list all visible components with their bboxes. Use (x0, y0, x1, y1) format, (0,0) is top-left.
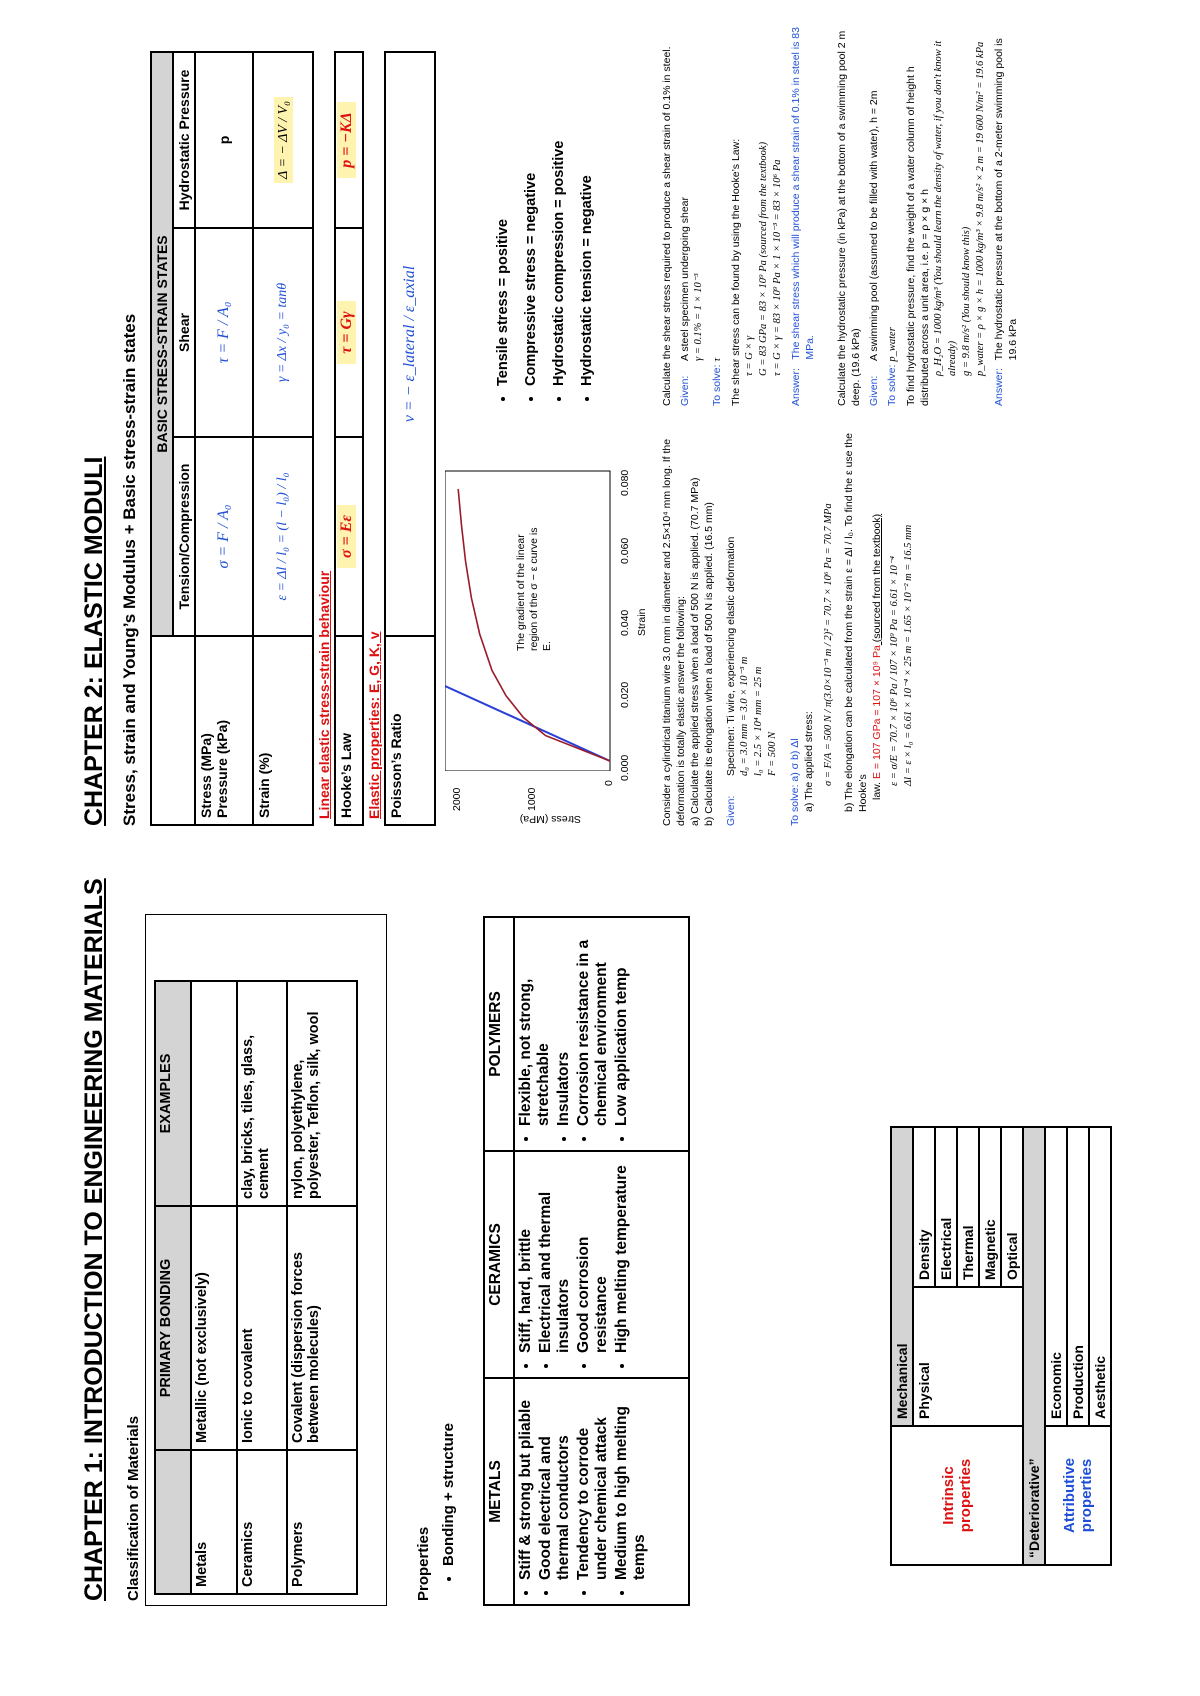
physical-item: Optical (1001, 1127, 1023, 1287)
class-header-bonding: PRIMARY BONDING (155, 1206, 191, 1450)
prop-header-polymers: POLYMERS (484, 917, 514, 1151)
ex2-question: Calculate the shear stress required to produce a shear strain of 0.1% in steel. (661, 46, 673, 406)
prop-ceramics-item: • High melting temperature (613, 1158, 631, 1353)
graph-ytick: 0 (603, 780, 615, 786)
attributive-label: Attributive properties (1045, 1426, 1111, 1565)
ex1-tosolve-value: a) σ b) Δl (789, 738, 801, 782)
ex2-f2: G = 83 GPa = 83 × 10⁹ Pa (sourced from the textbook) (758, 141, 769, 376)
graph-xtick: 0.040 (619, 609, 631, 636)
sst-strain-hydro: Δ = − ΔV / V₀ (274, 97, 293, 183)
prop-ceramics-item: • Good corrosion resistance (575, 1158, 611, 1353)
prop-metals-item: • Stiff & strong but pliable (517, 1385, 535, 1580)
ex1-given-line: Specimen: Ti wire, experiencing elastic deformation (725, 536, 737, 776)
ex1-given-line: d₀ = 3.0 mm = 3.0 × 10⁻³ m (739, 656, 750, 776)
stress-strain-table (150, 51, 436, 826)
ex3-f1: ρ_H₂O = 1000 kg/m³ (You should learn the density of water, if you don't know it already) (933, 40, 958, 376)
ex1-b-line-1: b) The elongation can be calculated from the strain ε = Δl / l₀. To find the ε use the Hooke’s (843, 432, 869, 812)
class-row-metals-examples (191, 981, 237, 1206)
prop-metals-item: • Tendency to corrode under chemical attack (575, 1385, 611, 1580)
ex2-answer-text: The shear stress which will produce a shear strain of 0.1% in steel is 83 MPa. (790, 27, 816, 360)
prop-header-metals: METALS (484, 1378, 514, 1605)
prop-header-ceramics: CERAMICS (484, 1151, 514, 1378)
graph-xtick: 0.000 (619, 754, 631, 781)
prop-metals-item: • Good electrical and thermal conductors (537, 1385, 573, 1580)
graph-ylabel: Stress (MPa) (519, 813, 581, 825)
sst-stress-label-2: Pressure (kPa) (214, 719, 230, 818)
properties-title: Properties (415, 1526, 432, 1601)
class-row-ceramics-bonding: Ionic to covalent (237, 1206, 287, 1450)
sst-strain-shear: γ = Δx / y₀ = tanθ (253, 228, 313, 437)
ex1-given-block (724, 537, 780, 776)
ex1-b-line-2a: law. (871, 778, 883, 800)
ex1-b-youngs: E = 107 GPa = 107 × 10⁹ Pa (871, 645, 883, 779)
attributive-item: Aesthetic (1089, 1127, 1111, 1426)
sst-poisson-label: Poisson’s Ratio (385, 636, 435, 825)
sst-col-shear: Shear (173, 228, 195, 437)
class-row-polymers-bonding: Covalent (dispersion forces between molecules) (287, 1206, 357, 1450)
classification-table (154, 980, 358, 1595)
prop-metals-item: • Medium to high melting temps (613, 1385, 649, 1580)
ex2-given-label: Given: (679, 375, 691, 406)
class-row-metals-name: Metals (191, 1450, 237, 1594)
prop-polymers-item: • Corrosion resistance in a chemical environment (575, 924, 611, 1126)
sst-poisson-formula: v = − ε_lateral / ε_axial (385, 52, 435, 636)
prop-polymers-item: • Low application temp (613, 924, 631, 1126)
ex3-f2: g = 9.8 m/s² (You should know this) (961, 226, 972, 376)
graph-annotation: The gradient of the linear region of the σ − ε curve is E. (515, 527, 553, 651)
prop-ceramics-item: • Stiff, hard, brittle (517, 1158, 535, 1353)
properties-table (483, 916, 690, 1606)
sst-linear-label: Linear elastic stress-strain behaviour (313, 52, 335, 825)
ex1-question-a: a) Calculate the applied stress when a load of 500 N is applied. (70.7 MPa) (689, 477, 701, 826)
sst-elastic-label: Elastic properties: E, G, K, v (363, 52, 385, 825)
ex1-given-line: F = 500 N (767, 731, 778, 776)
graph-ytick: 1000 (526, 787, 538, 811)
class-row-polymers-examples: nylon, polyethylene, polyester, Teflon, silk, wool (287, 981, 357, 1206)
example1 (660, 426, 916, 826)
ex2-given-line: A steel specimen undergoing shear (679, 196, 691, 361)
sst-hooke-hydro-cell (335, 52, 363, 228)
ex1-tosolve-label: To solve: (789, 784, 801, 826)
graph-xtick: 0.080 (619, 469, 631, 496)
sst-hooke-shear: τ = Gγ (337, 301, 356, 363)
ex3-tosolve (885, 26, 900, 406)
prop-polymers-item: • Flexible, not strong, stretchable (517, 924, 553, 1126)
sst-hooke-hydro: p = −KΔ (337, 102, 356, 178)
prop-ceramics-item: • Electrical and thermal insulators (537, 1158, 573, 1353)
sign-item: • Tensile stress = positive (495, 141, 511, 386)
prop-metals-cell (514, 1378, 689, 1605)
ex1-given-label: Given: (725, 795, 737, 826)
prop-polymers-item: • Insulators (555, 924, 573, 1126)
linear-region-line (445, 686, 610, 761)
sst-col-tension: Tension/Compression (173, 437, 195, 636)
ex2-line-1: The shear stress can be found by using the Hooke’s Law: (730, 138, 742, 406)
physical-item: Magnetic (979, 1127, 1001, 1287)
ex2-tosolve (710, 26, 725, 406)
ex1-tosolve (788, 426, 802, 826)
sst-group-header: BASIC STRESS-STRAIN STATES (151, 52, 173, 636)
ex3-answer-text: The hydrostatic pressure at the bottom of a 2-meter swimming pool is 19.6 kPa (993, 38, 1019, 361)
sst-corner (151, 636, 195, 825)
sst-stress-label-1: Stress (MPa) (198, 733, 214, 818)
example2 (660, 26, 1020, 406)
ex1-intro: Consider a cylindrical titanium wire 3.0 mm in diameter and 2.5×10⁴ mm long. If the deformation is totally elastic answer the following: (661, 438, 687, 826)
sst-hooke-shear-cell (335, 228, 363, 437)
ex2-tosolve-label: To solve: (711, 364, 723, 406)
sst-hooke-tension-cell (335, 437, 363, 636)
ex3-question: Calculate the hydrostatic pressure (in kPa) at the bottom of a swimming pool 2 m deep. (19.6 kPa) (836, 30, 862, 406)
sst-hooke-tension: σ = Eε (337, 505, 356, 568)
ex1-a-formula: σ = F/A = 500 N / π(3.0×10⁻³ m / 2)² = 70.7 × 10⁶ Pa = 70.7 MPa (823, 503, 834, 786)
ex2-tosolve-value: τ (712, 357, 723, 362)
ex2-f3: τ = G × γ = 83 × 10⁹ Pa × 1 × 10⁻³ = 83 × 10⁶ Pa (772, 159, 783, 376)
ex1-b-formula-1: ε = σ/E = 70.7 × 10⁶ Pa / 107 × 10⁹ Pa = 6.61 × 10⁻⁴ (889, 556, 900, 786)
ex1-b-formula-2: Δl = ε × l₀ = 6.61 × 10⁻⁴ × 25 m = 1.65 × 10⁻² m = 16.5 mm (903, 524, 914, 786)
chapter2-title: CHAPTER 2: ELASTIC MODULI (80, 456, 108, 826)
class-row-ceramics-examples: clay, bricks, tiles, glass, cement (237, 981, 287, 1206)
sst-stress-tension: σ = F / A₀ (195, 437, 253, 636)
ex3-f3: p_water = ρ × g × h = 1000 kg/m³ × 9.8 m/s² × 2 m = 19 600 N/m² = 19.6 kPa (975, 41, 986, 376)
ex1-b-line-2 (870, 426, 884, 826)
chapter2-subtitle: Stress, strain and Young’s Modulus + Basic stress-strain states (120, 313, 139, 826)
ex2-answer-label: Answer: (790, 368, 802, 406)
class-row-polymers-name: Polymers (287, 1450, 357, 1594)
class-row-metals-bonding: Metallic (not exclusively) (191, 1206, 237, 1450)
stress-strain-graph (430, 456, 660, 826)
graph-xlabel: Strain (636, 608, 648, 636)
intrinsic-label: Intrinsic properties (891, 1426, 1023, 1565)
sign-item: • Hydrostatic tension = negative (579, 141, 595, 386)
sst-strain-label: Strain (%) (253, 636, 313, 825)
classification-title: Classification of Materials (125, 1415, 142, 1601)
ex1-given (724, 426, 780, 826)
ex1-a-line: a) The applied stress: (803, 711, 815, 812)
ex3-answer-label: Answer: (993, 368, 1005, 406)
properties-bullet: • Bonding + structure (440, 1423, 457, 1566)
sign-item: • Hydrostatic compression = positive (551, 141, 567, 386)
ex2-given (678, 26, 706, 406)
sign-item: • Compressive stress = negative (523, 141, 539, 386)
sst-stress-hydro: p (195, 52, 253, 228)
sst-stress-shear: τ = F / A₀ (195, 228, 253, 437)
ex2-given-block (678, 197, 706, 361)
class-header-examples: EXAMPLES (155, 981, 191, 1206)
ex3-given-text: A swimming pool (assumed to be filled with water), h = 2m (868, 90, 880, 361)
prop-ceramics-cell (514, 1151, 689, 1378)
ex3-line-1: To find hydrostatic pressure, find the weight of a water column of height h distributed across a unit area, i.e. p = ρ × g × h (905, 66, 931, 406)
class-row-ceramics-name: Ceramics (237, 1450, 287, 1594)
mechanical-label: Mechanical (891, 1127, 913, 1426)
sst-hooke-label: Hooke’s Law (335, 636, 363, 825)
physical-label: Physical (913, 1287, 1023, 1426)
ex3-given (867, 26, 881, 406)
properties-bullets (440, 1423, 459, 1586)
prop-polymers-cell (514, 917, 689, 1151)
ex2-given-line: γ = 0.1% = 1 × 10⁻³ (693, 273, 704, 361)
attributive-item: Production (1067, 1127, 1089, 1426)
physical-item: Electrical (935, 1127, 957, 1287)
ex3-given-label: Given: (868, 375, 880, 406)
attributive-item: Economic (1045, 1127, 1067, 1426)
sign-conventions (495, 141, 607, 406)
intrinsic-table (890, 1126, 1112, 1566)
ex1-b-source: (sourced from the textbook) (871, 513, 883, 646)
sst-strain-hydro-cell (253, 52, 313, 228)
ex1-question-b: b) Calculate its elongation when a load of 500 N is applied. (16.5 mm) (703, 502, 715, 826)
class-header-empty (155, 1450, 191, 1594)
ex3-tosolve-label: To solve: (886, 364, 898, 406)
ex3-tosolve-value: p_water (887, 327, 898, 362)
graph-xtick: 0.060 (619, 537, 631, 564)
deteriorative-label: “Deteriorative” (1023, 1127, 1045, 1565)
sst-strain-tension: ε = Δl / l₀ = (l − l₀) / l₀ (253, 437, 313, 636)
ex2-answer (789, 26, 817, 406)
graph-ytick: 2000 (451, 787, 463, 811)
sst-col-hydro: Hydrostatic Pressure (173, 52, 195, 228)
ex1-given-line: l₀ = 2.5 × 10⁴ mm = 25 m (753, 666, 764, 776)
classification-box (145, 914, 387, 1606)
chapter1-title: CHAPTER 1: INTRODUCTION TO ENGINEERING MATERIALS (80, 878, 108, 1601)
physical-item: Density (913, 1127, 935, 1287)
ex2-f1: τ = G × γ (744, 335, 755, 376)
graph-xtick: 0.020 (619, 681, 631, 708)
sst-stress-label (195, 636, 253, 825)
ex3-answer (992, 26, 1020, 406)
physical-item: Thermal (957, 1127, 979, 1287)
